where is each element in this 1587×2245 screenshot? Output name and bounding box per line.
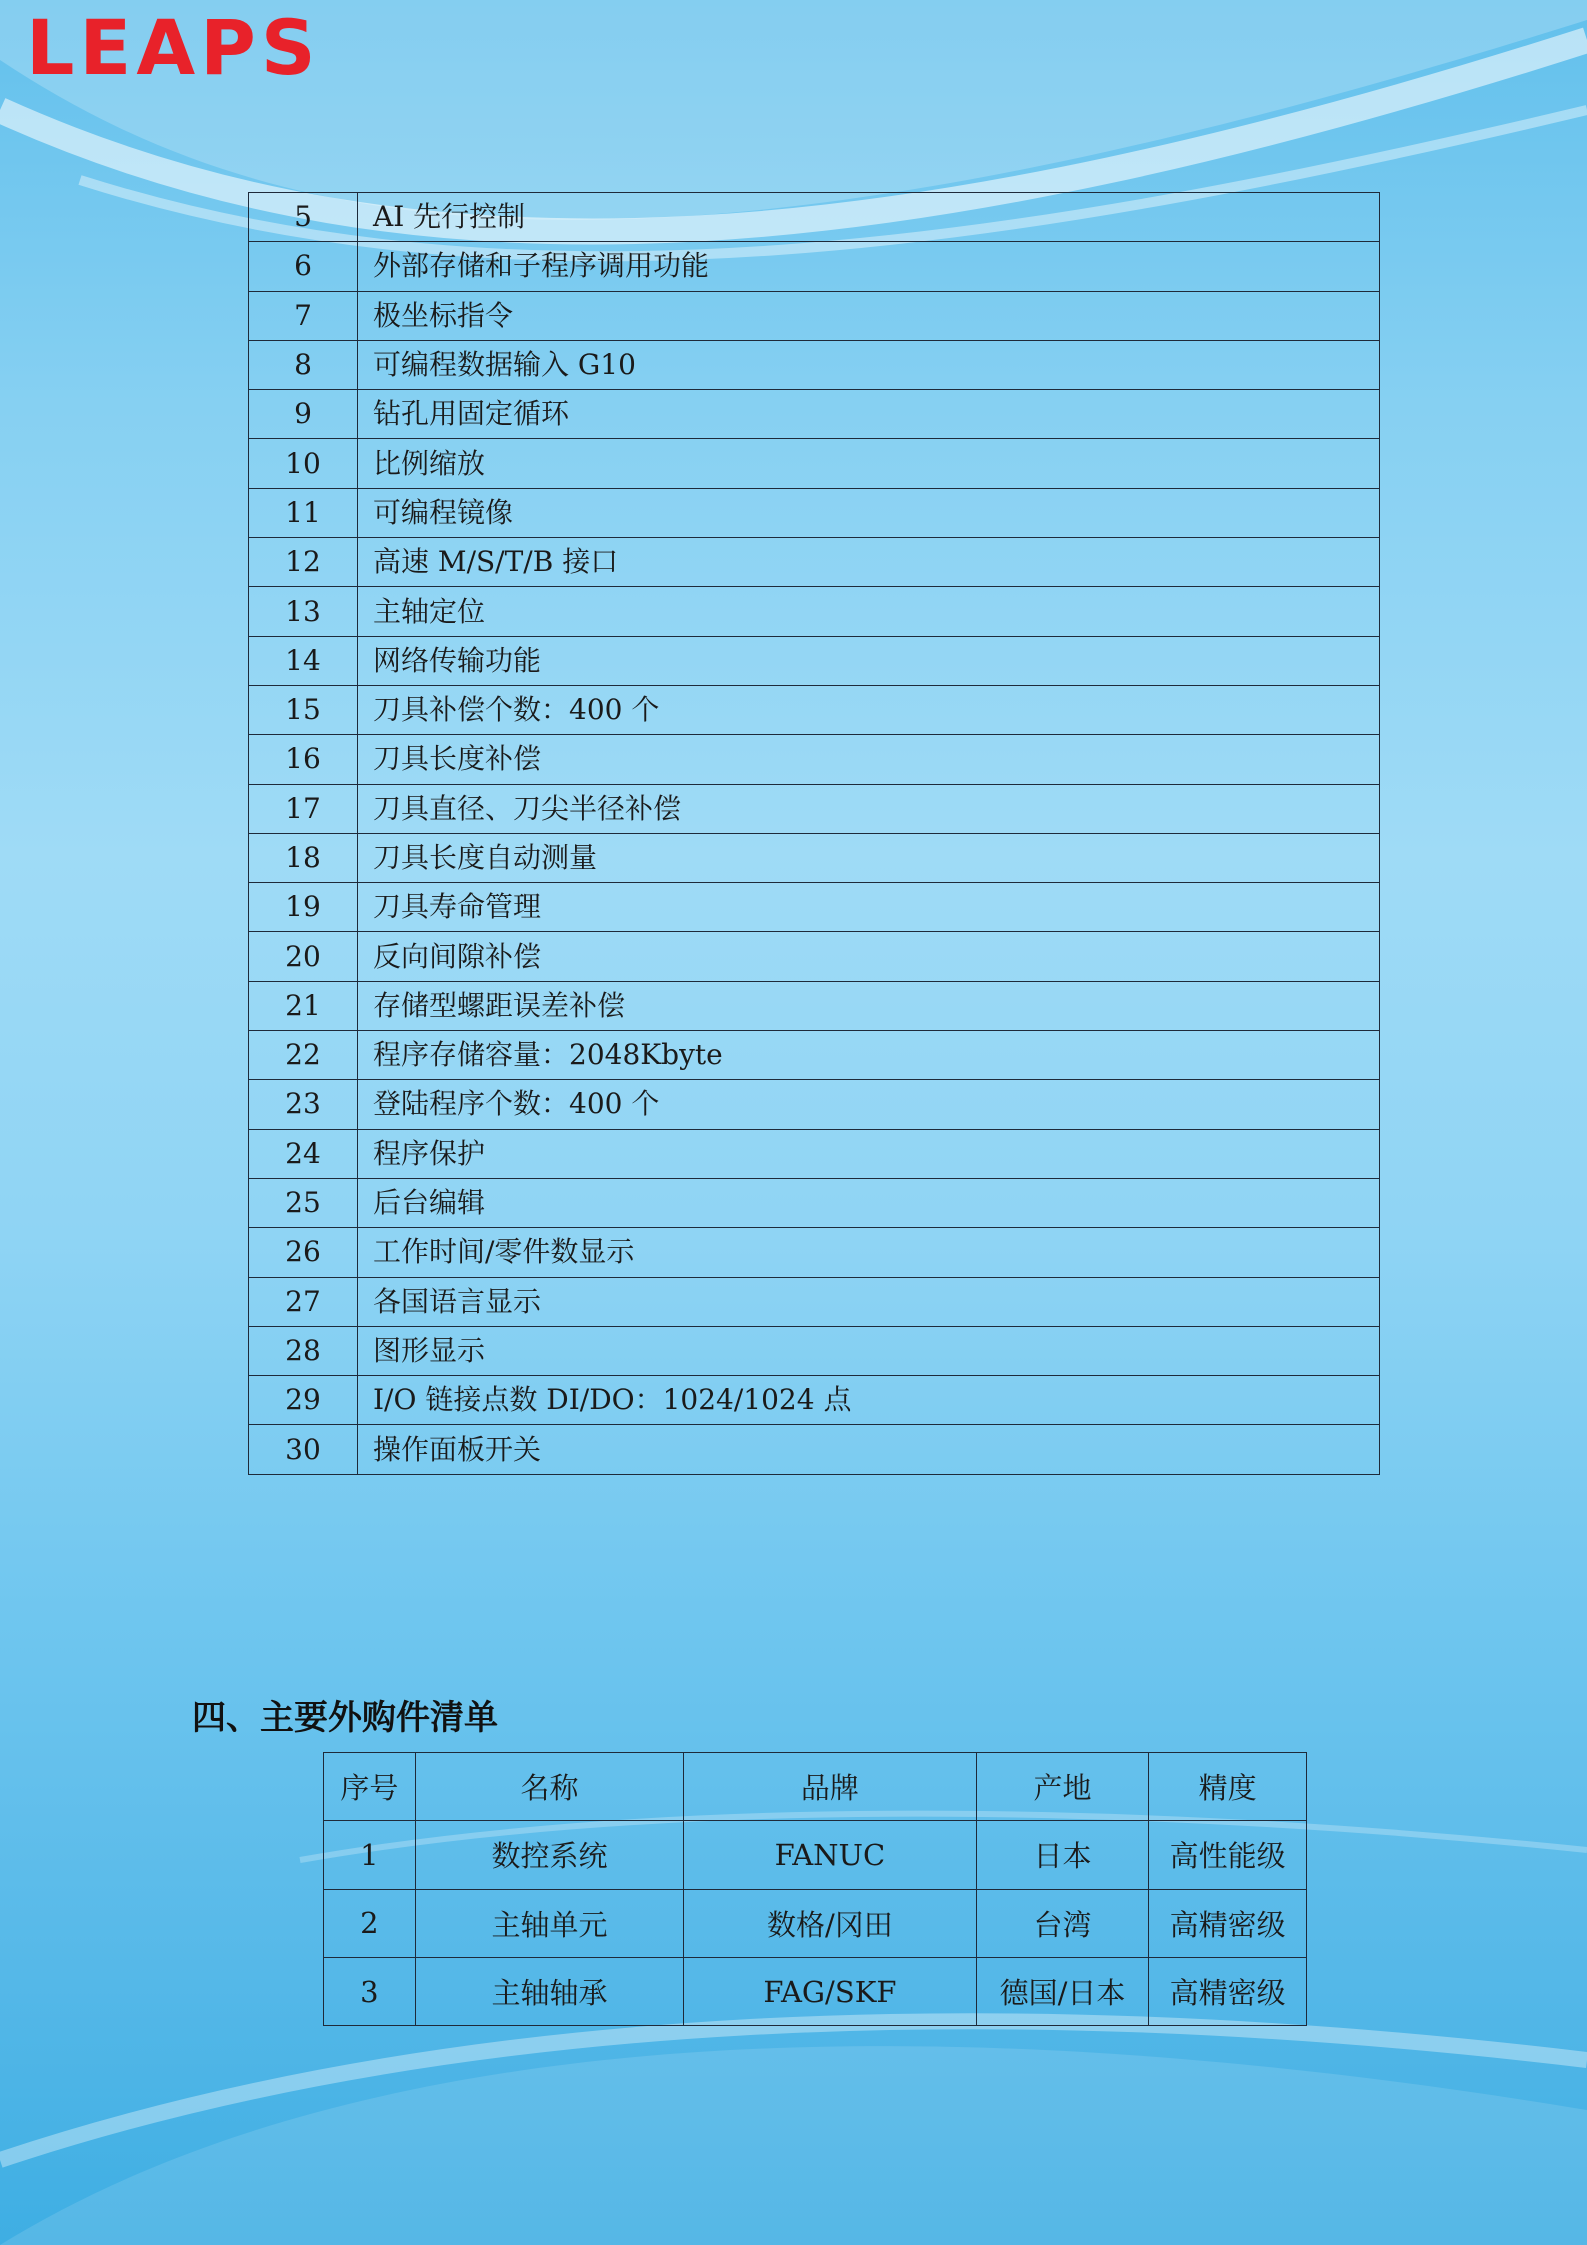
feature-text: AI 先行控制 (358, 193, 1380, 242)
part-grade: 高精密级 (1149, 1957, 1307, 2025)
feature-row (249, 636, 1380, 685)
feature-number: 19 (249, 883, 358, 932)
feature-number: 21 (249, 981, 358, 1030)
feature-number: 5 (249, 193, 358, 242)
feature-text: 图形显示 (358, 1326, 1380, 1375)
feature-number: 17 (249, 784, 358, 833)
feature-text: 程序保护 (358, 1129, 1380, 1178)
feature-row (249, 1228, 1380, 1277)
feature-text: 可编程数据输入 G10 (358, 340, 1380, 389)
feature-number: 14 (249, 636, 358, 685)
part-grade: 高性能级 (1149, 1821, 1307, 1889)
feature-row (249, 1425, 1380, 1474)
feature-row (249, 1326, 1380, 1375)
feature-number: 8 (249, 340, 358, 389)
feature-row (249, 1178, 1380, 1227)
part-name: 数控系统 (415, 1821, 683, 1889)
feature-text: 刀具寿命管理 (358, 883, 1380, 932)
part-origin: 日本 (976, 1821, 1149, 1889)
part-brand: 数格/冈田 (684, 1889, 977, 1957)
part-grade: 高精密级 (1149, 1889, 1307, 1957)
feature-text: 刀具补偿个数：400 个 (358, 685, 1380, 734)
feature-text: 反向间隙补偿 (358, 932, 1380, 981)
feature-row (249, 784, 1380, 833)
parts-row (324, 1957, 1307, 2025)
feature-number: 20 (249, 932, 358, 981)
feature-row (249, 390, 1380, 439)
feature-number: 29 (249, 1376, 358, 1425)
feature-row (249, 488, 1380, 537)
feature-number: 9 (249, 390, 358, 439)
feature-text: 工作时间/零件数显示 (358, 1228, 1380, 1277)
part-name: 主轴单元 (415, 1889, 683, 1957)
feature-number: 6 (249, 242, 358, 291)
feature-number: 12 (249, 538, 358, 587)
feature-row (249, 833, 1380, 882)
feature-text: 网络传输功能 (358, 636, 1380, 685)
feature-number: 30 (249, 1425, 358, 1474)
feature-number: 23 (249, 1080, 358, 1129)
feature-number: 18 (249, 833, 358, 882)
header-cell: 产地 (976, 1753, 1149, 1821)
header-cell: 序号 (324, 1753, 416, 1821)
feature-row (249, 1129, 1380, 1178)
feature-row (249, 340, 1380, 389)
feature-text: 各国语言显示 (358, 1277, 1380, 1326)
feature-text: I/O 链接点数 DI/DO：1024/1024 点 (358, 1376, 1380, 1425)
feature-text: 可编程镜像 (358, 488, 1380, 537)
feature-row (249, 587, 1380, 636)
header-cell: 精度 (1149, 1753, 1307, 1821)
leaps-logo: LEAPS (26, 3, 321, 92)
feature-row (249, 538, 1380, 587)
feature-number: 28 (249, 1326, 358, 1375)
feature-row (249, 439, 1380, 488)
header-cell: 品牌 (684, 1753, 977, 1821)
feature-text: 高速 M/S/T/B 接口 (358, 538, 1380, 587)
feature-number: 7 (249, 291, 358, 340)
feature-number: 22 (249, 1031, 358, 1080)
feature-text: 操作面板开关 (358, 1425, 1380, 1474)
feature-row (249, 193, 1380, 242)
feature-text: 程序存储容量：2048Kbyte (358, 1031, 1380, 1080)
feature-text: 钻孔用固定循环 (358, 390, 1380, 439)
feature-number: 11 (249, 488, 358, 537)
feature-row (249, 1080, 1380, 1129)
header-cell: 名称 (415, 1753, 683, 1821)
feature-number: 15 (249, 685, 358, 734)
feature-row (249, 735, 1380, 784)
parts-table (323, 1752, 1307, 2026)
feature-text: 刀具直径、刀尖半径补偿 (358, 784, 1380, 833)
feature-row (249, 1376, 1380, 1425)
feature-number: 25 (249, 1178, 358, 1227)
feature-row (249, 685, 1380, 734)
feature-row (249, 883, 1380, 932)
part-origin: 德国/日本 (976, 1957, 1149, 2025)
part-brand: FANUC (684, 1821, 977, 1889)
feature-number: 13 (249, 587, 358, 636)
feature-text: 极坐标指令 (358, 291, 1380, 340)
section-title: 四、主要外购件清单 (192, 1698, 498, 1738)
feature-table (248, 192, 1380, 1475)
feature-number: 24 (249, 1129, 358, 1178)
feature-text: 主轴定位 (358, 587, 1380, 636)
feature-text: 登陆程序个数：400 个 (358, 1080, 1380, 1129)
feature-number: 27 (249, 1277, 358, 1326)
feature-row (249, 242, 1380, 291)
parts-row (324, 1821, 1307, 1889)
part-index: 2 (324, 1889, 416, 1957)
feature-text: 存储型螺距误差补偿 (358, 981, 1380, 1030)
feature-text: 刀具长度自动测量 (358, 833, 1380, 882)
feature-row (249, 1031, 1380, 1080)
parts-header-row (324, 1753, 1307, 1821)
part-name: 主轴轴承 (415, 1957, 683, 2025)
feature-text: 比例缩放 (358, 439, 1380, 488)
feature-number: 10 (249, 439, 358, 488)
feature-row (249, 932, 1380, 981)
parts-row (324, 1889, 1307, 1957)
part-origin: 台湾 (976, 1889, 1149, 1957)
feature-text: 刀具长度补偿 (358, 735, 1380, 784)
feature-row (249, 1277, 1380, 1326)
feature-text: 后台编辑 (358, 1178, 1380, 1227)
part-index: 1 (324, 1821, 416, 1889)
feature-row (249, 981, 1380, 1030)
feature-text: 外部存储和子程序调用功能 (358, 242, 1380, 291)
feature-number: 16 (249, 735, 358, 784)
part-brand: FAG/SKF (684, 1957, 977, 2025)
feature-number: 26 (249, 1228, 358, 1277)
feature-row (249, 291, 1380, 340)
part-index: 3 (324, 1957, 416, 2025)
